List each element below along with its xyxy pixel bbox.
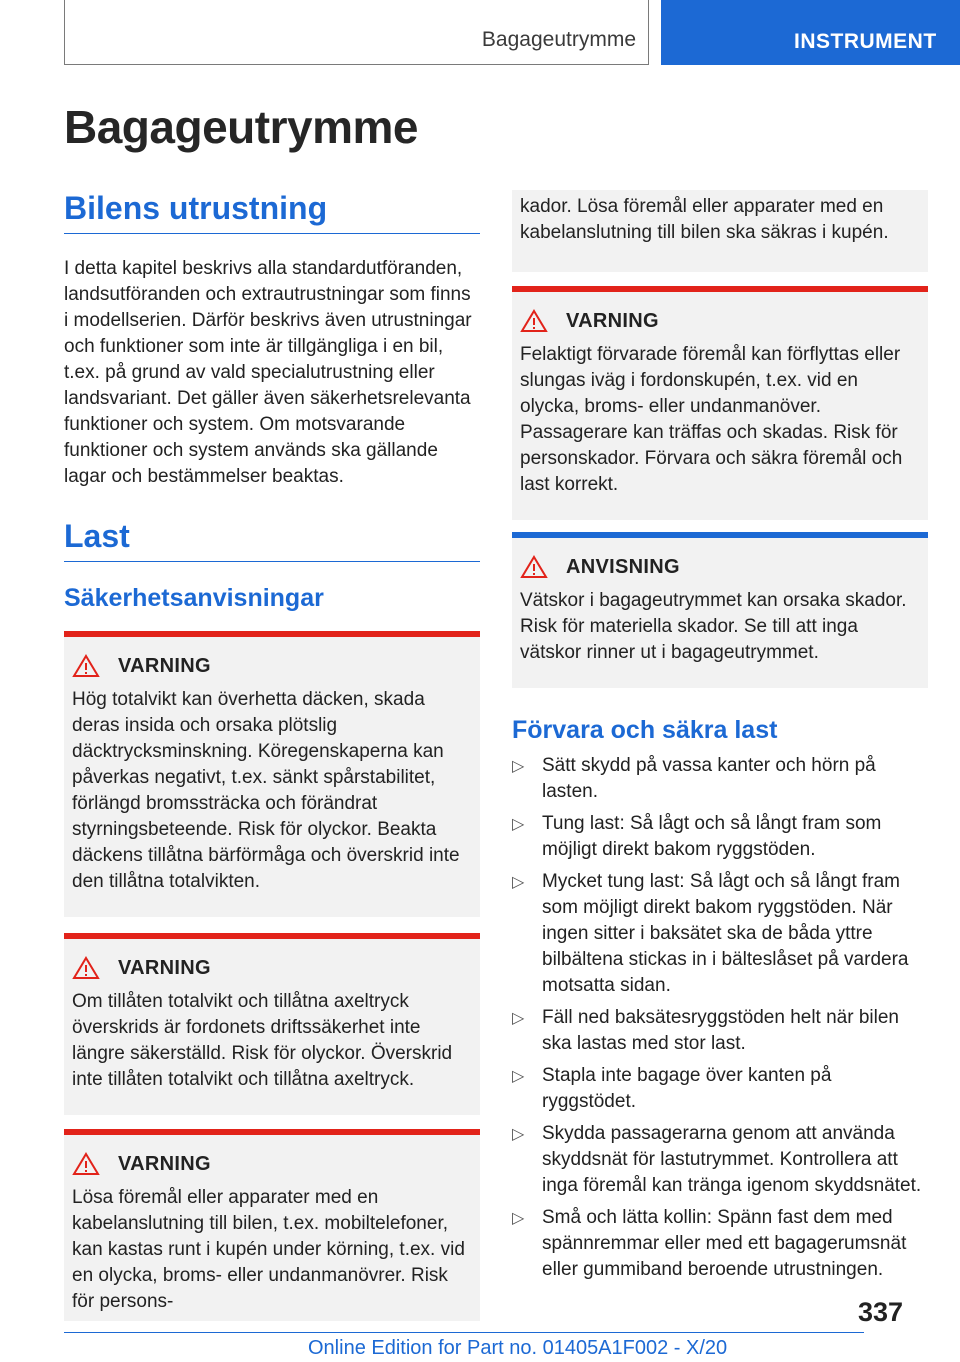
warning-triangle-icon [72,956,100,980]
bullet-list [512,753,928,1283]
warning-label: VARNING [118,655,211,677]
right-column [512,190,928,1289]
warning-box-4-title [520,304,920,338]
warning-text: Om tillåten totalvikt och tillåtna axeltryck överskrids är fordonets driftssäkerhet inte längre säkerställd. Risk för olyckor. Överskrid inte tillåten totalvikt och tillåtna axeltryck. [72,991,453,1090]
warning-box-2 [64,933,480,1115]
warning-triangle-icon [72,654,100,678]
heading-forvara-och-sakra-last: Förvara och säkra last [512,716,778,744]
bullet-arrow-icon: ▷ [512,816,525,833]
bullet-arrow-icon: ▷ [512,1126,525,1143]
header-section-title: Bagageutrymme [481,28,636,51]
warning-box-3 [64,1129,480,1321]
heading-sakerhetsanvisningar: Säkerhetsanvisningar [64,584,324,612]
warning-text: Hög totalvikt kan överhetta däcken, skada deras insida och orsaka plötslig däcktrycksminskning. Köregenskaperna kan påverkas negativt, t.ex. sänkt spårstabilitet, förlängd bromssträcka och förändrat styrningsbeteende. Risk för olyckor. Beakta däckens tillåtna bärförmåga och överskrid inte den tillåtna totalvikten. [72,689,460,892]
notice-box [512,532,928,688]
bullet-arrow-icon: ▷ [512,1068,525,1085]
page-number: 337 [858,1297,904,1327]
heading-last: Last [64,518,480,562]
list-item: ▷ Fäll ned baksätesryggstöden helt när bilen ska lastas med stor last. [512,1005,928,1057]
warning-text: Felaktigt förvarade föremål kan förflyttas eller slungas iväg i fordonskupén, t.ex. vid en olycka, broms- eller undanmanöver. Passagerare kan träffas och skadas. Risk för personskador. Förvara och säkra föremål och last korrekt. [520,344,903,495]
warning-label: VARNING [566,310,659,332]
list-item: ▷ Små och lätta kollin: Spänn fast dem med spännremmar eller med ett bagagerumsnät eller gummiband beroende utrustningen. [512,1205,928,1283]
intro-paragraph: I detta kapitel beskrivs alla standardutföranden, landsutföranden och extrautrustningar som finns i modellserien. Därför beskrivs även utrustningar och funktioner som inte är tillgängliga i en bil, t.ex. på grund av vald specialutrustning eller landsvariant. Det gäller även säkerhetsrelevanta funktioner och system. Om motsvarande funktioner och system används ska gällande lagar och bestämmelser beaktas. [64,258,472,487]
warning-text: kador. Lösa föremål eller apparater med en kabelanslutning till bilen ska säkras i kupén. [520,196,889,243]
warning-box-3-title [72,1147,472,1181]
notice-box-title [520,550,920,584]
list-item: ▷ Stapla inte bagage över kanten på ryggstödet. [512,1063,928,1115]
warning-box-3-continued [512,190,928,272]
notice-text: Vätskor i bagageutrymmet kan orsaka skador. Risk för materiella skador. Se till att inga vätskor rinner ut i bagageutrymmet. [520,590,907,663]
footer-edition: Online Edition for Part no. 01405A1F002 - X/20 [308,1337,728,1359]
list-item: ▷ Mycket tung last: Så lågt och så långt fram som möjligt direkt bakom ryggstöden. När ingen sitter i baksätet ska de båda yttre bilbältena stickas in i bälteslåset på vardera motsatta sidan. [512,869,928,999]
warning-triangle-icon [520,309,548,333]
bullet-arrow-icon: ▷ [512,874,525,891]
warning-text: Lösa föremål eller apparater med en kabelanslutning till bilen, t.ex. mobiltelefoner, kan kastas runt i kupén under körning, t.ex. vid en olycka, broms- eller undanmanövrer. Risk för persons- [72,1187,465,1312]
header-section-frame [64,0,649,65]
warning-triangle-icon [72,1152,100,1176]
heading-bilens-utrustning: Bilens utrustning [64,190,480,234]
footer-divider [64,1332,864,1333]
bullet-arrow-icon: ▷ [512,1010,525,1027]
list-item: ▷ Tung last: Så lågt och så långt fram som möjligt direkt bakom ryggstöden. [512,811,928,863]
header-chapter-tab[interactable]: INSTRUMENT [661,0,960,65]
list-item: ▷ Sätt skydd på vassa kanter och hörn på lasten. [512,753,928,805]
left-column [64,190,480,1321]
notice-label: ANVISNING [566,556,680,578]
warning-box-4 [512,286,928,520]
warning-label: VARNING [118,1153,211,1175]
warning-label: VARNING [118,957,211,979]
notice-triangle-icon [520,555,548,579]
warning-box-2-title [72,951,472,985]
list-item: ▷ Skydda passagerarna genom att använda skyddsnät för lastutrymmet. Kontrollera att inga föremål kan tränga igenom skyddsnätet. [512,1121,928,1199]
warning-box-1-title [72,649,472,683]
page-title: Bagageutrymme [64,101,418,153]
bullet-arrow-icon: ▷ [512,1210,525,1227]
warning-box-1 [64,631,480,917]
bullet-arrow-icon: ▷ [512,758,525,775]
